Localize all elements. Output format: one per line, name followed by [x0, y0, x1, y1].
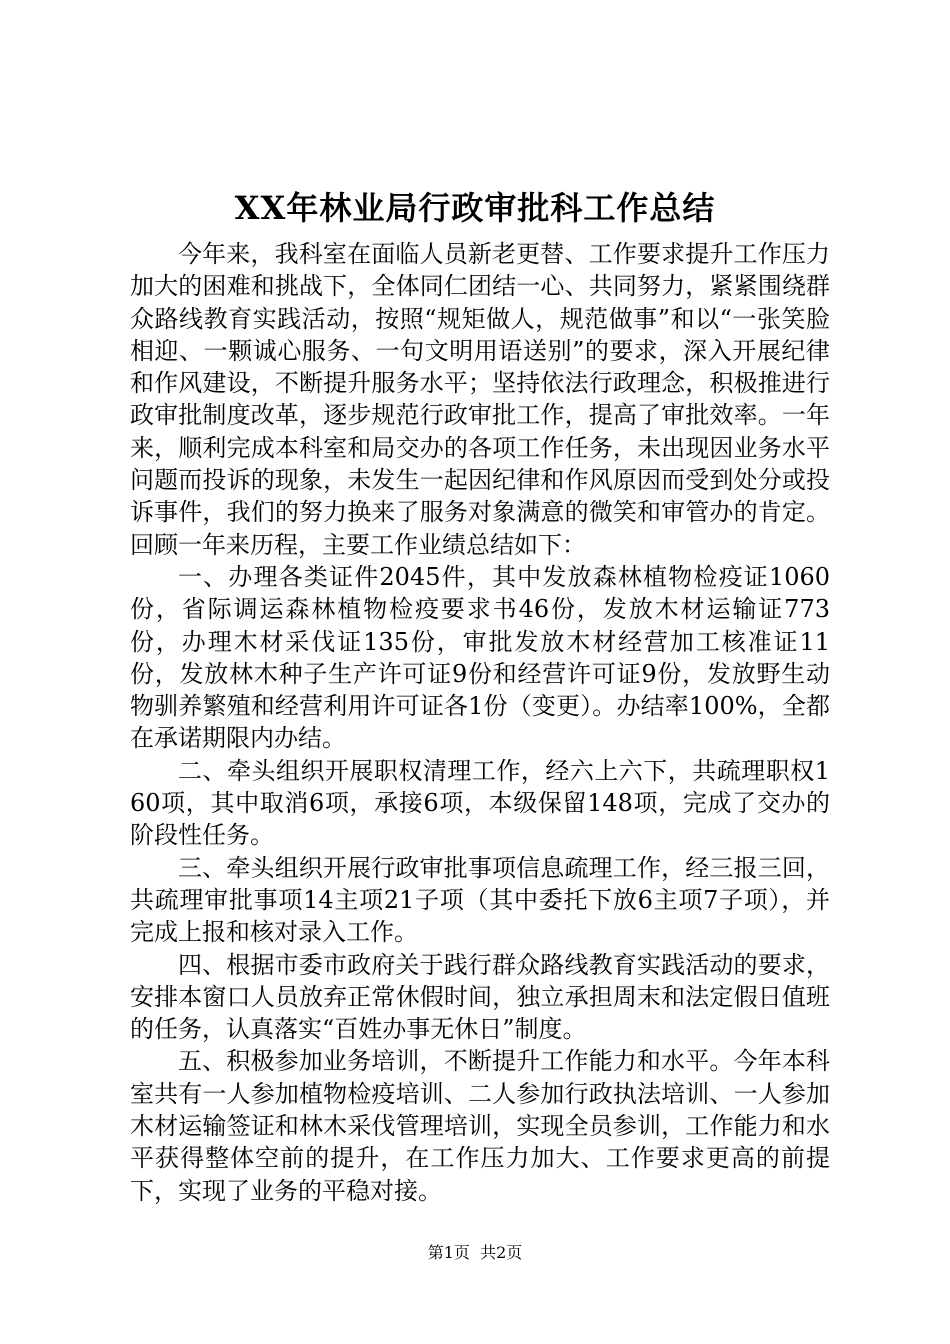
paragraph-item-2: 二、牵头组织开展职权清理工作，经六上六下，共疏理职权160项，其中取消6项，承接6项，本级保留148项，完成了交办的阶段性任务。 [130, 756, 830, 850]
paragraph-item-4: 四、根据市委市政府关于践行群众路线教育实践活动的要求，安排本窗口人员放弃正常休假时间，独立承担周末和法定假日值班的任务，认真落实“百姓办事无休日”制度。 [130, 950, 830, 1044]
document-body [130, 238, 830, 1207]
paragraph-item-5: 五、积极参加业务培训，不断提升工作能力和水平。今年本科室共有一人参加植物检疫培训、二人参加行政执法培训、一人参加木材运输签证和林木采伐管理培训，实现全员参训，工作能力和水平获得整体空前的提升，在工作压力加大、工作要求更高的前提下，实现了业务的平稳对接。 [130, 1047, 830, 1205]
document-title: XX年林业局行政审批科工作总结 [234, 189, 716, 227]
paragraph-item-3: 三、牵头组织开展行政审批事项信息疏理工作，经三报三回，共疏理审批事项14主项21子项（其中委托下放6主项7子项），并完成上报和核对录入工作。 [130, 853, 830, 947]
paragraph-item-1: 一、办理各类证件2045件，其中发放森林植物检疫证1060份，省际调运森林植物检疫要求书46份，发放木材运输证773份，办理木材采伐证135份，审批发放木材经营加工核准证11份，发放林木种子生产许可证9份和经营许可证9份，发放野生动物驯养繁殖和经营利用许可证各1份（变更）。办结率100%，全都在承诺期限内办结。 [130, 562, 830, 753]
page-number-footer: 第1页 共2页 [427, 1243, 523, 1262]
paragraph-intro: 今年来，我科室在面临人员新老更替、工作要求提升工作压力加大的困难和挑战下，全体同仁团结一心、共同努力，紧紧围绕群众路线教育实践活动，按照“规矩做人，规范做事”和以“一张笑脸相迎、一颗诚心服务、一句文明用语送别”的要求，深入开展纪律和作风建设，不断提升服务水平；坚持依法行政理念，积极推进行政审批制度改革，逐步规范行政审批工作，提高了审批效率。一年来，顺利完成本科室和局交办的各项工作任务，未出现因业务水平问题而投诉的现象，未发生一起因纪律和作风原因而受到处分或投诉事件，我们的努力换来了服务对象满意的微笑和审管办的肯定。回顾一年来历程，主要工作业绩总结如下： [130, 240, 830, 559]
